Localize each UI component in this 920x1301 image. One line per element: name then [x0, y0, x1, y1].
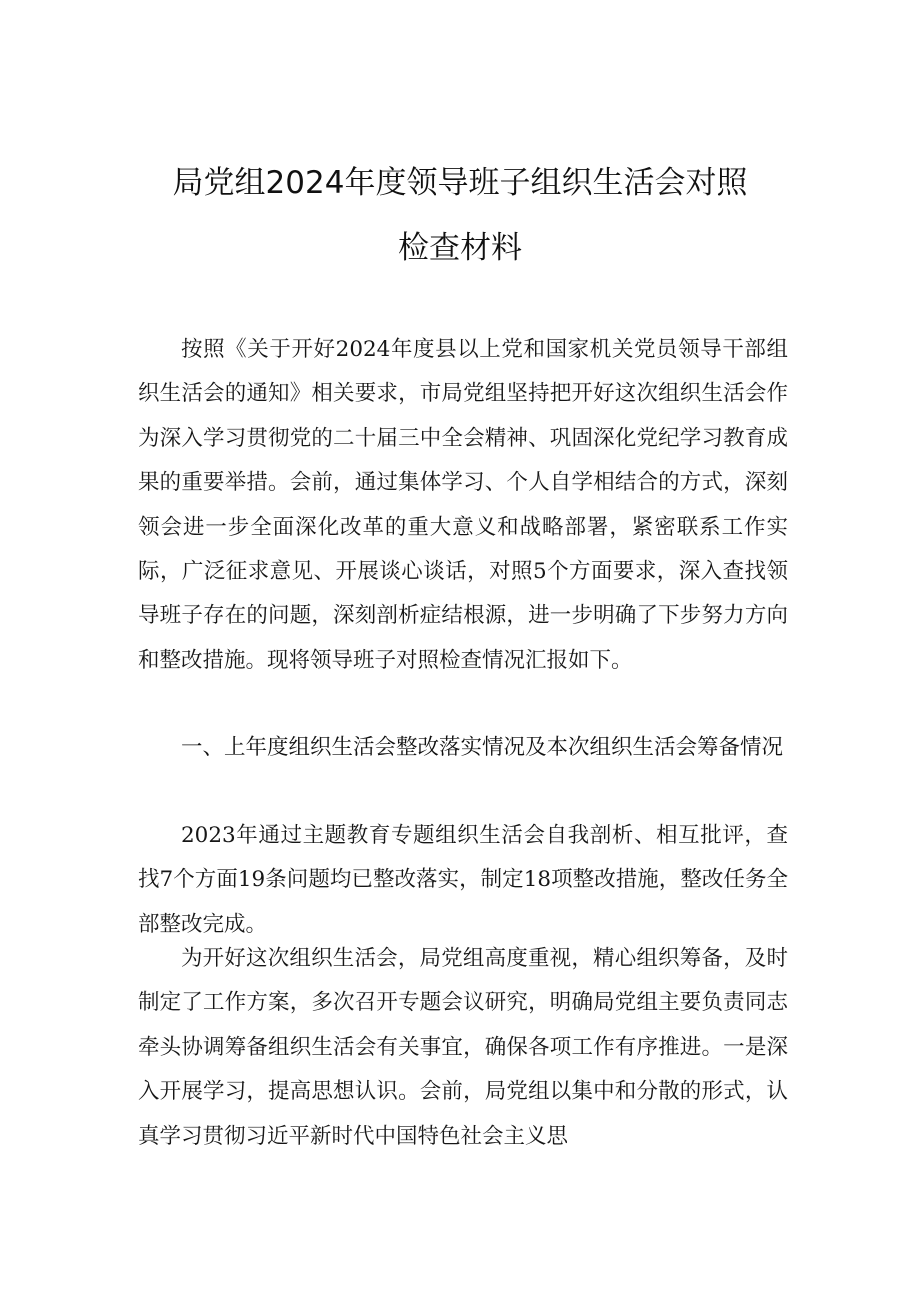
intro-paragraph: 按照《关于开好2024年度县以上党和国家机关党员领导干部组织生活会的通知》相关要求，市局党组坚持把开好这次组织生活会作为深入学习贯彻党的二十届三中全会精神、巩固深化党纪学习教育成果的重要举措。会前，通过集体学习、个人自学相结合的方式，深刻领会进一步全面深化改革的重大意义和战略部署，紧密联系工作实际，广泛征求意见、开展谈心谈话，对照5个方面要求，深入查找领导班子存在的问题，深刻剖析症结根源，进一步明确了下步努力方向和整改措施。现将领导班子对照检查情况汇报如下。 [138, 337, 788, 673]
document-title-line-1: 局党组2024年度领导班子组织生活会对照 [172, 165, 748, 201]
document-title-line-2: 检查材料 [398, 230, 522, 266]
section1-paragraph-2: 为开好这次组织生活会，局党组高度重视，精心组织筹备，及时制定了工作方案，多次召开专题会议研究，明确局党组主要负责同志牵头协调筹备组织生活会有关事宜，确保各项工作有序推进。一是深入开展学习，提高思想认识。会前，局党组以集中和分散的形式，认真学习贯彻习近平新时代中国特色社会主义思 [138, 946, 788, 1149]
section1-paragraph-1: 2023年通过主题教育专题组织生活会自我剖析、相互批评，查找7个方面19条问题均已整改落实，制定18项整改措施，整改任务全部整改完成。 [138, 823, 788, 937]
section-heading-1: 一、上年度组织生活会整改落实情况及本次组织生活会筹备情况 [181, 735, 784, 760]
